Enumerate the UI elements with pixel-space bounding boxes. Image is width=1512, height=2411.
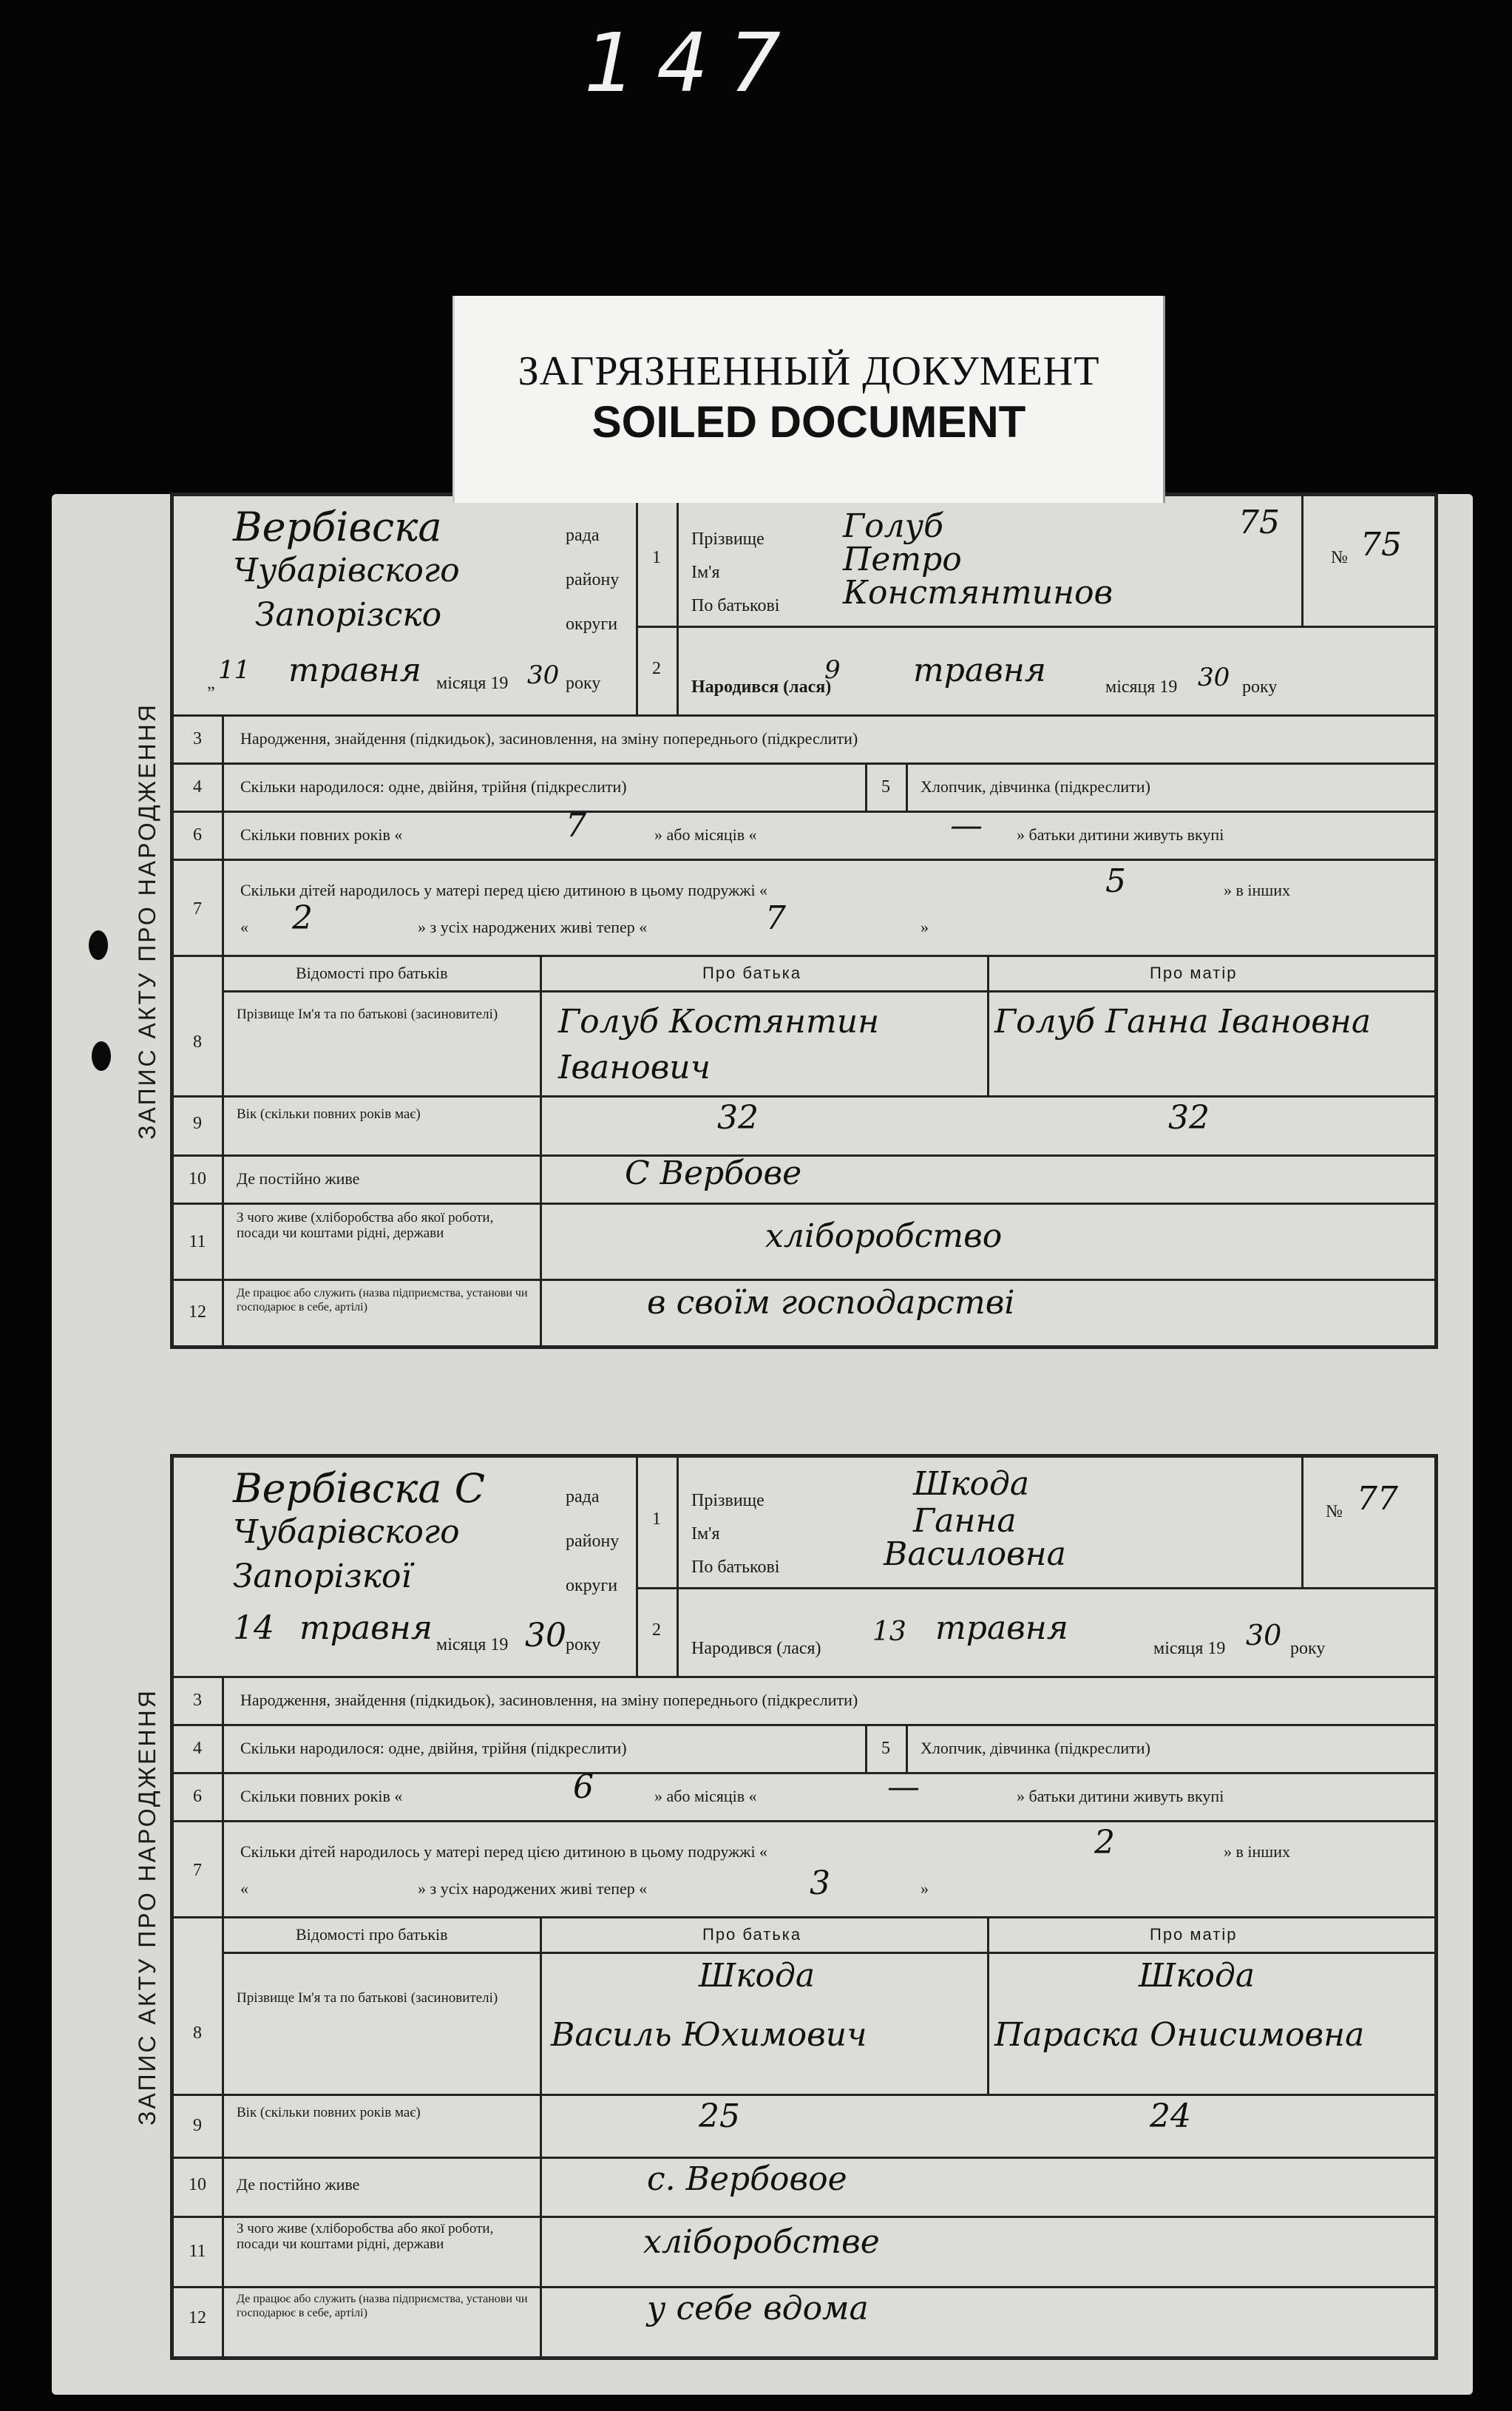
alive-now: 3 xyxy=(810,1864,830,1902)
r12-label: Де працює або служить (назва підприємства, установи чи господарює в себе, артілі) xyxy=(237,1287,528,1313)
label-en: SOILED DOCUMENT xyxy=(591,397,1026,447)
raion-value: Чубарівского xyxy=(233,1513,460,1551)
children-other: 2 xyxy=(292,899,313,937)
raion-value: Чубарівского xyxy=(233,552,460,589)
punch-hole xyxy=(89,930,108,960)
r10-label: Де постійно живе xyxy=(237,1169,360,1188)
workplace: в своїм господарстві xyxy=(647,1284,1015,1322)
side-title: ЗАПИС АКТУ ПРО НАРОДЖЕННЯ xyxy=(133,702,160,1140)
birth-day: 13 xyxy=(872,1617,906,1647)
folio-number: 147 xyxy=(584,16,801,110)
r8-label: Прізвище Ім'я та по батькові (засиновителі) xyxy=(237,1007,498,1022)
birth-month: травня xyxy=(913,652,1046,689)
reg-day: 11 xyxy=(218,655,251,685)
birth-record-card-1: ЗАПИС АКТУ ПРО НАРОДЖЕННЯ Вербівска рада Чубарівского району Запорізско округи „ 11 травня місяця 19 30 року 1 2 Прізвище Голуб 75 Ім'я Петро По батькові Констянтинов № 75 Народився (лася) 9 травня місяця 19 30 року 3 Народження, знайдення (підкидьок), засиновлення, на зміну попереднього (підкреслити) 4 Скільки народилося: одне, двійня, трійня (підкреслити) 5 Хлопчик, дівчинка (підкреслити) 6 Скільки повних років « 7 » або місяців « — » батьки дитини живуть вкупі 7 Скільки дітей народилось у матері перед цією дитиною в цьому подружжі « 5 » в інших « 2 » з усіх народжених живі тепер « 7 » Відомості про батьків Про батька Про матір 8 Прізвище Ім'я та по батькові (засиновителі) Голуб Костянтин Іванович Голуб Ганна Івановна 9 Вік (скільки повних років має) 32 32 10 Де постійно живе С Вербове 11 З чого живе (хліборобства або якої роботи, посади чи коштами рідні, держави хліборобство 12 Де працює або служить (назва підприємства, установи чи господарює в себе, артілі) в своїм господарстві xyxy=(170,493,1438,1349)
occupation: хліборобство xyxy=(765,1217,1003,1255)
mother-surname: Шкода xyxy=(1139,1957,1255,1995)
occupation: хліборобстве xyxy=(643,2223,880,2261)
record-no-value: 77 xyxy=(1357,1480,1398,1518)
okruha-value: Запорізско xyxy=(255,596,442,634)
side-title: ЗАПИС АКТУ ПРО НАРОДЖЕННЯ xyxy=(133,1688,160,2126)
mother-age: 24 xyxy=(1150,2097,1191,2135)
mother-age: 32 xyxy=(1168,1099,1210,1137)
roku-label: року xyxy=(566,674,601,693)
father-age: 25 xyxy=(699,2097,740,2135)
mother-name: Голуб Ганна Івановна xyxy=(994,1003,1372,1041)
residence: с. Вербовое xyxy=(647,2160,847,2198)
surname-value: Шкода xyxy=(913,1465,1030,1503)
okruha-value: Запорізкої xyxy=(233,1558,412,1595)
reg-month: травня xyxy=(299,1609,433,1647)
birth-label: Народився (лася) xyxy=(691,677,832,697)
birth-year: 30 xyxy=(1246,1619,1282,1651)
surname-label: Прізвище xyxy=(691,530,765,549)
father-name: Василь Юхимович xyxy=(551,2016,867,2054)
surname-value: Голуб xyxy=(843,507,944,545)
reg-day: 14 xyxy=(233,1609,274,1647)
name-value: Ганна xyxy=(913,1502,1017,1540)
name-value: Петро xyxy=(843,541,962,578)
raion-label: району xyxy=(566,570,620,589)
residence: С Вербове xyxy=(625,1154,802,1192)
punch-hole xyxy=(92,1041,111,1071)
misiatsia-label: місяця 19 xyxy=(436,674,509,693)
col-father: Про батька xyxy=(702,964,802,982)
birth-year: 30 xyxy=(1198,663,1230,692)
r11-label: З чого живе (хліборобства або якої роботи, посади чи коштами рідні, держави xyxy=(237,1210,494,1241)
record-no-label: № xyxy=(1331,548,1348,567)
soiled-document-label xyxy=(452,296,1165,503)
okruha-label: округи xyxy=(566,615,618,634)
mother-name: Параска Онисимовна xyxy=(994,2016,1365,2054)
reg-month: травня xyxy=(288,652,421,689)
reg-year: 30 xyxy=(525,1617,566,1654)
father-surname: Шкода xyxy=(699,1957,816,1995)
birth-record-card-2: ЗАПИС АКТУ ПРО НАРОДЖЕННЯ Вербівска С рада Чубарівского району Запорізкої округи 14 травня місяця 19 30 року 1 2 Прізвище Шкода Ім'я Ганна По батькові Василовна № 77 Народився (лася) 13 травня місяця 19 30 року 3 Народження, знайдення (підкидьок), засиновлення, на зміну попереднього (підкреслити) 4 Скільки народилося: одне, двійня, трійня (підкреслити) 5 Хлопчик, дівчинка (підкреслити) 6 Скільки повних років « 6 » або місяців « — » батьки дитини живуть вкупі 7 Скільки дітей народилось у матері перед цією дитиною в цьому подружжі « 2 » в інших « » з усіх народжених живі тепер « 3 » Відомості про батьків Про батька Про матір 8 Прізвище Ім'я та по батькові (засиновителі) Шкода Василь Юхимович Шкода Параска Онисимовна 9 Вік (скільки повних років має) 25 24 10 Де постійно живе с. Вербовое 11 З чого живе (хліборобства або якої роботи, посади чи коштами рідні, держави хліборобстве 12 Де працює або служить (назва підприємства, установи чи господарює в себе, артілі) у себе вдома xyxy=(170,1454,1438,2360)
patronymic-label: По батькові xyxy=(691,596,780,615)
patronymic-value: Констянтинов xyxy=(843,574,1113,612)
record-no-value: 75 xyxy=(1360,526,1402,564)
rada-label: рада xyxy=(566,526,600,545)
children-this-marriage: 2 xyxy=(1094,1824,1115,1861)
rada-value: Вербівска xyxy=(233,504,442,550)
father-name: Голуб Костянтин Іванович xyxy=(558,1003,880,1086)
label-ru: ЗАГРЯЗНЕННЫЙ ДОКУМЕНТ xyxy=(518,348,1100,394)
row4-text: Скільки народилося: одне, двійня, трійня (підкреслити) xyxy=(240,777,627,796)
rada-value: Вербівска С xyxy=(233,1465,486,1512)
name-label: Ім'я xyxy=(691,563,720,582)
row3-text: Народження, знайдення (підкидьок), засиновлення, на зміну попереднього (підкреслити) xyxy=(240,729,858,748)
form-sheet xyxy=(52,494,1473,2395)
margin-number: 75 xyxy=(1238,504,1280,541)
birth-month: травня xyxy=(935,1609,1068,1647)
birth-day: 9 xyxy=(824,655,841,685)
months-together: — xyxy=(950,807,983,845)
alive-now: 7 xyxy=(765,899,786,937)
years-together: 6 xyxy=(573,1768,594,1806)
patronymic-value: Василовна xyxy=(884,1535,1066,1573)
children-this-marriage: 5 xyxy=(1105,862,1126,900)
col-vidomosti: Відомості про батьків xyxy=(296,964,448,982)
years-together: 7 xyxy=(566,807,586,845)
row5-text: Хлопчик, дівчинка (підкреслити) xyxy=(921,777,1150,796)
months-together: — xyxy=(887,1768,920,1806)
r9-label: Вік (скільки повних років має) xyxy=(237,1106,421,1122)
workplace: у себе вдома xyxy=(647,2290,869,2327)
col-mother: Про матір xyxy=(1150,964,1238,982)
reg-year: 30 xyxy=(527,660,560,690)
father-age: 32 xyxy=(717,1099,759,1137)
